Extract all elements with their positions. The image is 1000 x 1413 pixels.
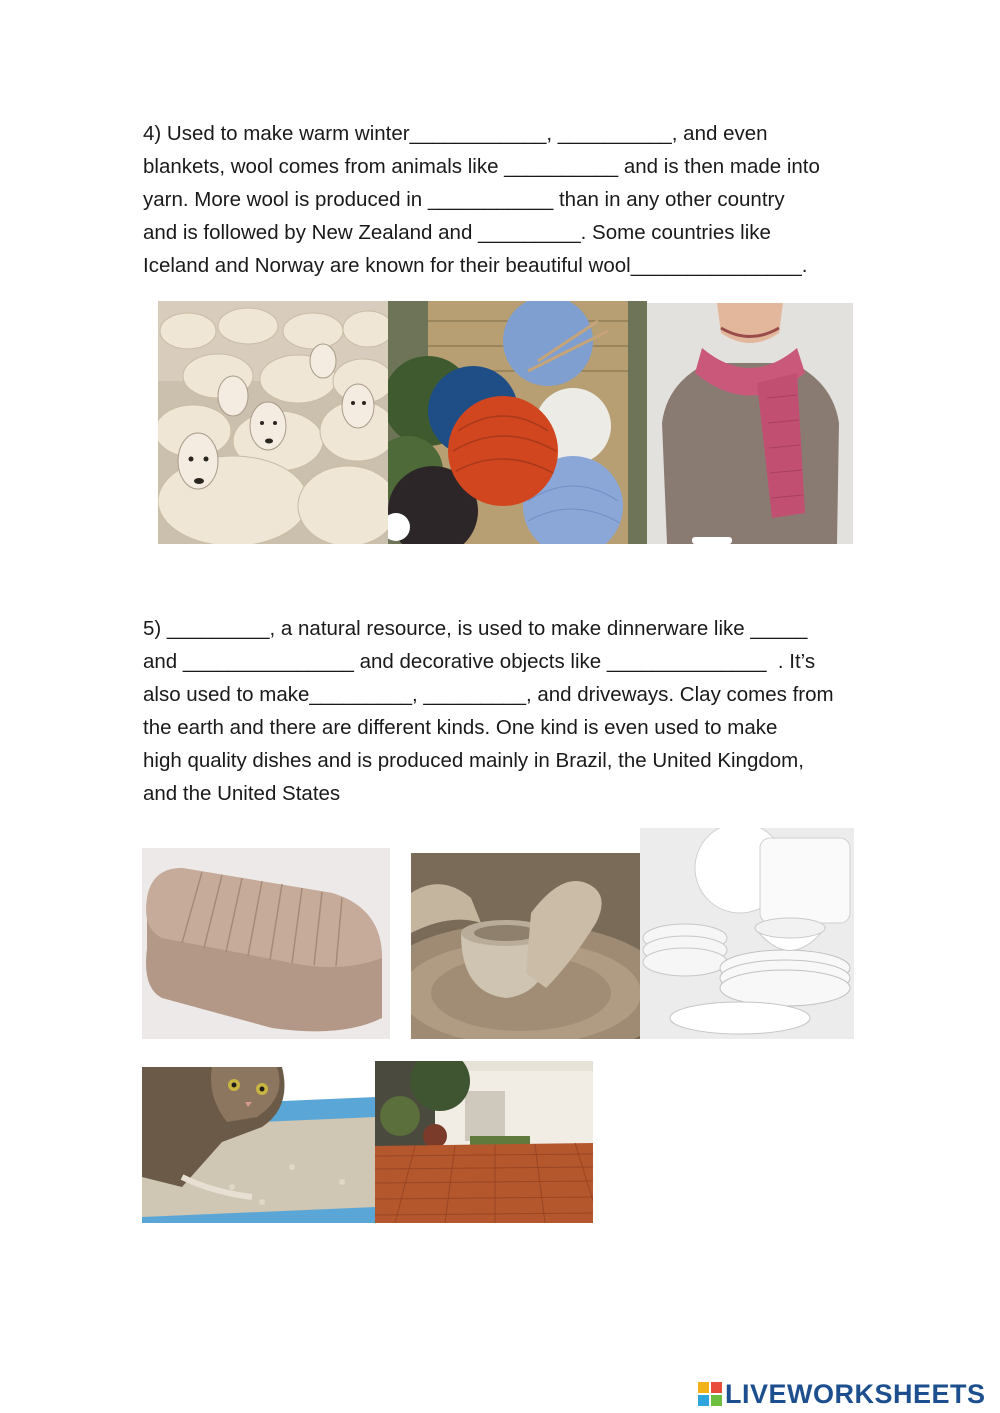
q4-line: blankets, wool comes from animals like __________ and is then made into <box>143 155 820 178</box>
cat-litter-image <box>142 1067 376 1223</box>
q5-line: and _______________ and decorative objects like ______________ . It’s <box>143 650 816 673</box>
liveworksheets-logo-text: LIVEWORKSHEETS <box>725 1378 986 1409</box>
question-5-text <box>143 612 873 810</box>
q5-line: also used to make_________, _________, and driveways. Clay comes from <box>143 683 834 706</box>
q4-line: 4) Used to make warm winter____________, __________, and even <box>143 122 768 145</box>
q4-line: yarn. More wool is produced in ___________ than in any other country <box>143 188 785 211</box>
q5-line: 5) _________, a natural resource, is used to make dinnerware like _____ <box>143 617 808 640</box>
liveworksheets-logo <box>697 1376 986 1412</box>
q5-line: high quality dishes and is produced mainly in Brazil, the United Kingdom, <box>143 749 804 772</box>
white-dishes-image <box>640 828 854 1039</box>
pottery-wheel-image <box>411 853 642 1039</box>
brick-driveway-image <box>375 1061 593 1223</box>
clay-block-image <box>142 848 390 1039</box>
pink-scarf-image <box>647 303 853 544</box>
question-4-text <box>143 117 873 282</box>
q4-line: and is followed by New Zealand and _________. Some countries like <box>143 221 771 244</box>
sheep-flock-image <box>158 301 388 544</box>
q5-line: and the United States <box>143 782 341 805</box>
q5-line: the earth and there are different kinds. One kind is even used to make <box>143 716 778 739</box>
q4-line: Iceland and Norway are known for their beautiful wool_______________. <box>143 254 808 277</box>
yarn-balls-image <box>388 301 647 544</box>
liveworksheets-logo-icon <box>697 1381 723 1407</box>
